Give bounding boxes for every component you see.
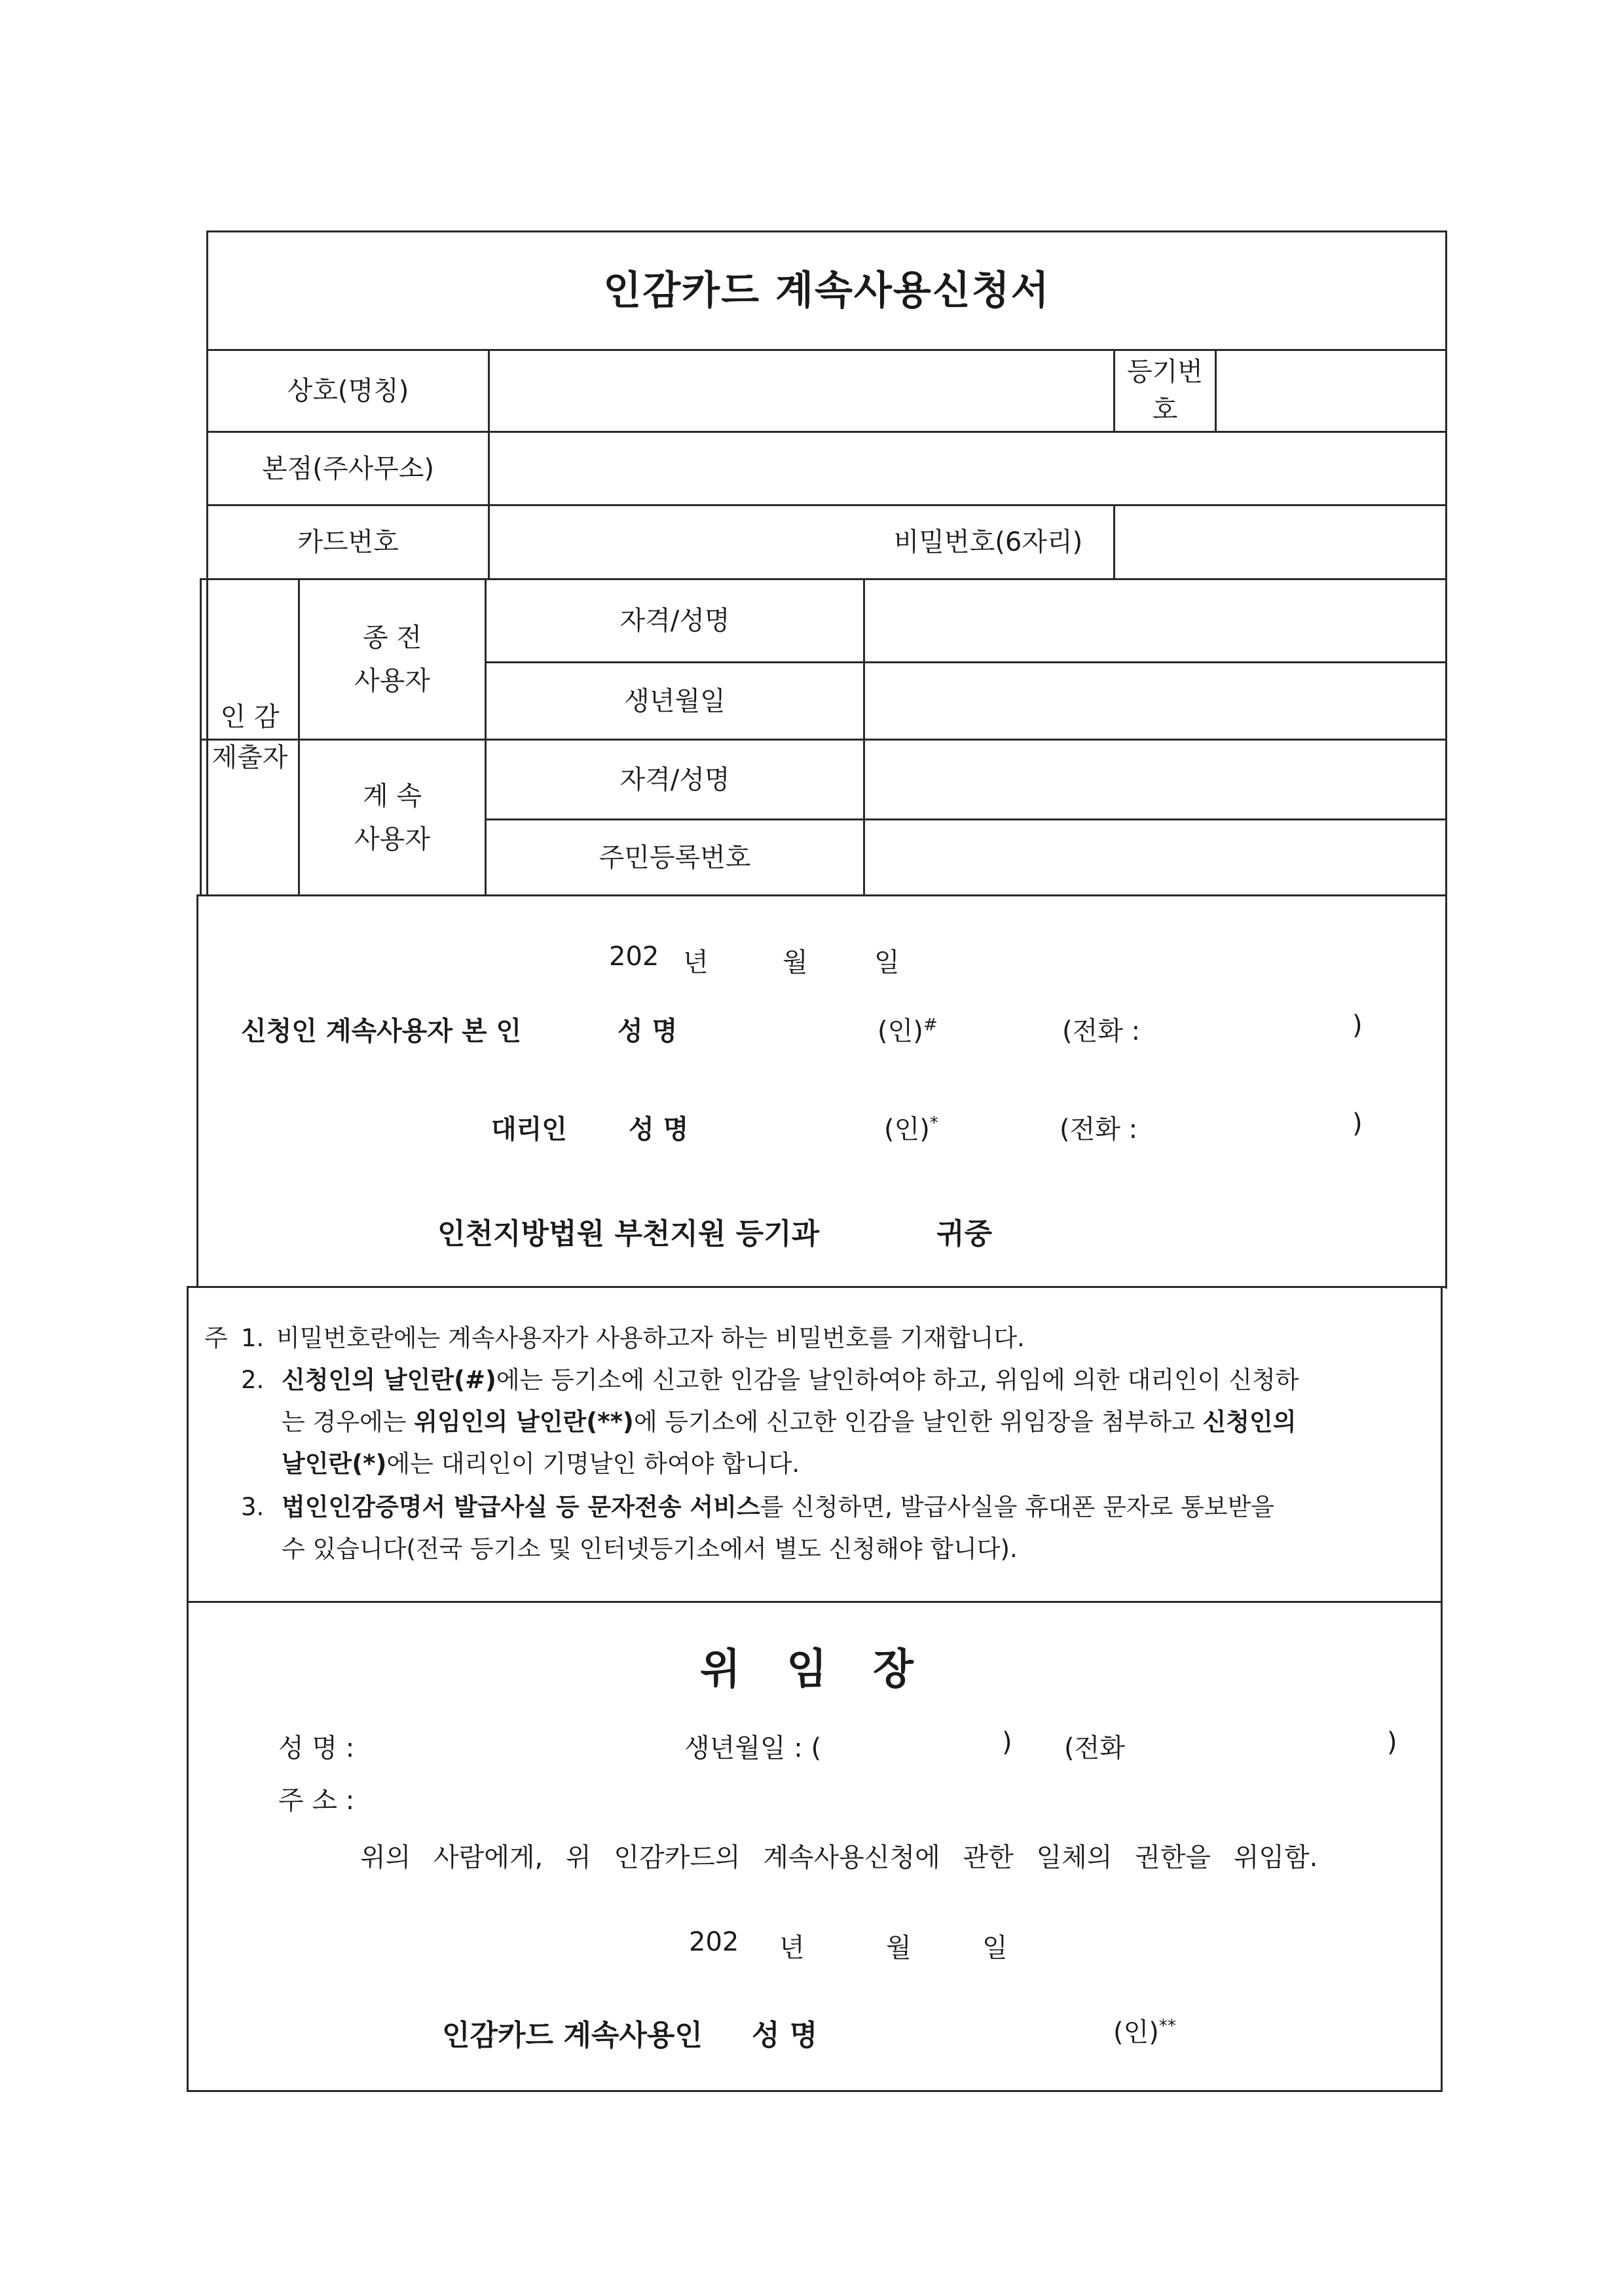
agent-name-label: 성 명 — [629, 1114, 689, 1145]
previous-user-label-line1: 종 전 — [363, 623, 422, 653]
court-name: 인천지방법원 부천지원 등기과 — [437, 1217, 820, 1251]
note-2-line2 — [282, 1401, 1296, 1443]
note-1-number: 1. — [241, 1324, 265, 1352]
seal-submitter-label — [202, 580, 298, 894]
proxy-statement: 위의 사람에게, 위 인감카드의 계속사용신청에 관한 일체의 권한을 위임함. — [360, 1843, 1318, 1873]
note-1-text: 비밀번호란에는 계속사용자가 사용하고자 하는 비밀번호를 기재합니다. — [276, 1324, 1025, 1352]
proxy-phone-open[interactable]: (전화 — [1064, 1733, 1125, 1763]
agent-seal-mark: (인) — [884, 1114, 930, 1145]
proxy-signer-name-label: 성 명 — [752, 2019, 818, 2052]
proxy-address-label: 주 소 : — [278, 1786, 355, 1816]
note-2-line1 — [282, 1359, 1299, 1401]
note-3-text-2: 수 있습니다(전국 등기소 및 인터넷등기소에서 별도 신청해야 합니다). — [282, 1535, 1018, 1563]
proxy-seal-mark: (인) — [1113, 2017, 1159, 2047]
proxy-date-year[interactable]: 202 — [689, 1927, 739, 1957]
registration-number-label-line2: 호 — [1152, 395, 1178, 425]
date-day-unit: 일 — [874, 947, 900, 978]
proxy-date-day-unit: 일 — [982, 1933, 1008, 1963]
company-name-label: 상호(명칭) — [287, 376, 409, 406]
court-suffix: 귀중 — [936, 1217, 993, 1251]
previous-birth-date-field[interactable] — [865, 663, 1445, 739]
continuing-qualification-name-field[interactable] — [865, 741, 1445, 818]
note-2-line3 — [282, 1443, 800, 1485]
continuing-user-label — [300, 741, 485, 894]
applicant-phone-open[interactable]: (전화 : — [1062, 1016, 1141, 1046]
card-number-label: 카드번호 — [297, 527, 399, 557]
applicant-name-label: 성 명 — [618, 1016, 678, 1046]
head-office-field[interactable] — [490, 433, 1445, 504]
continuing-user-label-line2: 사용자 — [354, 824, 430, 854]
proxy-birth-label[interactable]: 생년월일 : ( — [684, 1733, 822, 1763]
agent-seal-sup: * — [929, 1113, 938, 1133]
agent-phone-close: ) — [1352, 1109, 1363, 1139]
resident-number-field[interactable] — [865, 820, 1445, 894]
proxy-seal[interactable] — [1113, 2011, 1176, 2049]
date-year[interactable]: 202 — [609, 942, 659, 972]
note-3-number: 3. — [241, 1493, 265, 1521]
agent-phone-open[interactable]: (전화 : — [1060, 1114, 1138, 1145]
form-title: 인감카드 계속사용신청서 — [603, 267, 1050, 314]
registration-number-field[interactable] — [1217, 351, 1445, 431]
note-2-bold-seal: 날인란(*) — [282, 1450, 387, 1478]
continuing-qualification-name-label: 자격/성명 — [619, 764, 730, 795]
proxy-phone-close: ) — [1387, 1727, 1397, 1757]
applicant-seal-sup: # — [923, 1015, 938, 1035]
registration-number-label — [1115, 351, 1215, 431]
note-2-text-2: 는 경우에는 — [282, 1408, 415, 1436]
proxy-name-label: 성 명 : — [278, 1733, 355, 1763]
applicant-seal-mark: (인) — [877, 1016, 923, 1046]
registration-number-label-line1: 등기번 — [1127, 357, 1203, 387]
proxy-seal-sup: ** — [1158, 2016, 1176, 2036]
previous-user-label — [300, 580, 485, 739]
company-name-field[interactable] — [490, 351, 1113, 431]
seal-submitter-label-line2: 제출자 — [212, 743, 288, 773]
applicant-label: 신청인 계속사용자 본 인 — [241, 1016, 522, 1046]
proxy-birth-close: ) — [1002, 1727, 1012, 1757]
note-3-line2 — [282, 1528, 1018, 1570]
seal-submitter-label-line1: 인 감 — [220, 702, 280, 732]
resident-number-label: 주민등록번호 — [599, 842, 751, 873]
note-3-line1 — [282, 1486, 1274, 1528]
previous-qualification-name-field[interactable] — [865, 580, 1445, 661]
password-label: 비밀번호(6자리) — [893, 527, 1083, 557]
notes-prefix: 주 — [204, 1324, 228, 1352]
note-2-bold-applicant-seal: 신청인의 날인란(#) — [282, 1366, 496, 1394]
note-2-bold-delegator-seal: 위임인의 날인란(**) — [414, 1408, 634, 1436]
proxy-signer-label: 인감카드 계속사용인 — [442, 2019, 703, 2052]
note-2-number: 2. — [241, 1366, 265, 1394]
note-2-text-3: 에 등기소에 신고한 인감을 날인한 위임장을 첨부하고 — [633, 1408, 1203, 1436]
applicant-seal[interactable] — [877, 1010, 938, 1048]
agent-seal[interactable] — [884, 1109, 938, 1146]
previous-qualification-name-label: 자격/성명 — [619, 606, 730, 636]
date-year-unit: 년 — [683, 947, 709, 978]
note-2-bold-applicant: 신청인의 — [1202, 1408, 1297, 1436]
applicant-phone-close: ) — [1352, 1010, 1363, 1040]
agent-label: 대리인 — [491, 1114, 567, 1145]
note-2-text-1: 에는 등기소에 신고한 인감을 날인하여야 하고, 위임에 의한 대리인이 신청하 — [496, 1366, 1299, 1394]
password-field[interactable] — [1115, 506, 1445, 578]
head-office-label: 본점(주사무소) — [261, 453, 435, 484]
note-3-text-1: 를 신청하면, 발급사실을 휴대폰 문자로 통보받을 — [760, 1493, 1275, 1521]
previous-birth-date-label: 생년월일 — [624, 686, 726, 716]
note-3-bold-sms-service: 법인인감증명서 발급사실 등 문자전송 서비스 — [282, 1493, 760, 1521]
continuing-user-label-line1: 계 속 — [363, 780, 422, 811]
date-month-unit: 월 — [783, 947, 808, 978]
proxy-date-month-unit: 월 — [886, 1933, 912, 1963]
previous-user-label-line2: 사용자 — [354, 666, 430, 696]
proxy-date-year-unit: 년 — [779, 1933, 805, 1963]
card-number-field[interactable] — [490, 506, 863, 578]
note-2-text-4: 에는 대리인이 기명날인 하여야 합니다. — [386, 1450, 800, 1478]
proxy-title: 위 임 장 — [699, 1645, 930, 1694]
